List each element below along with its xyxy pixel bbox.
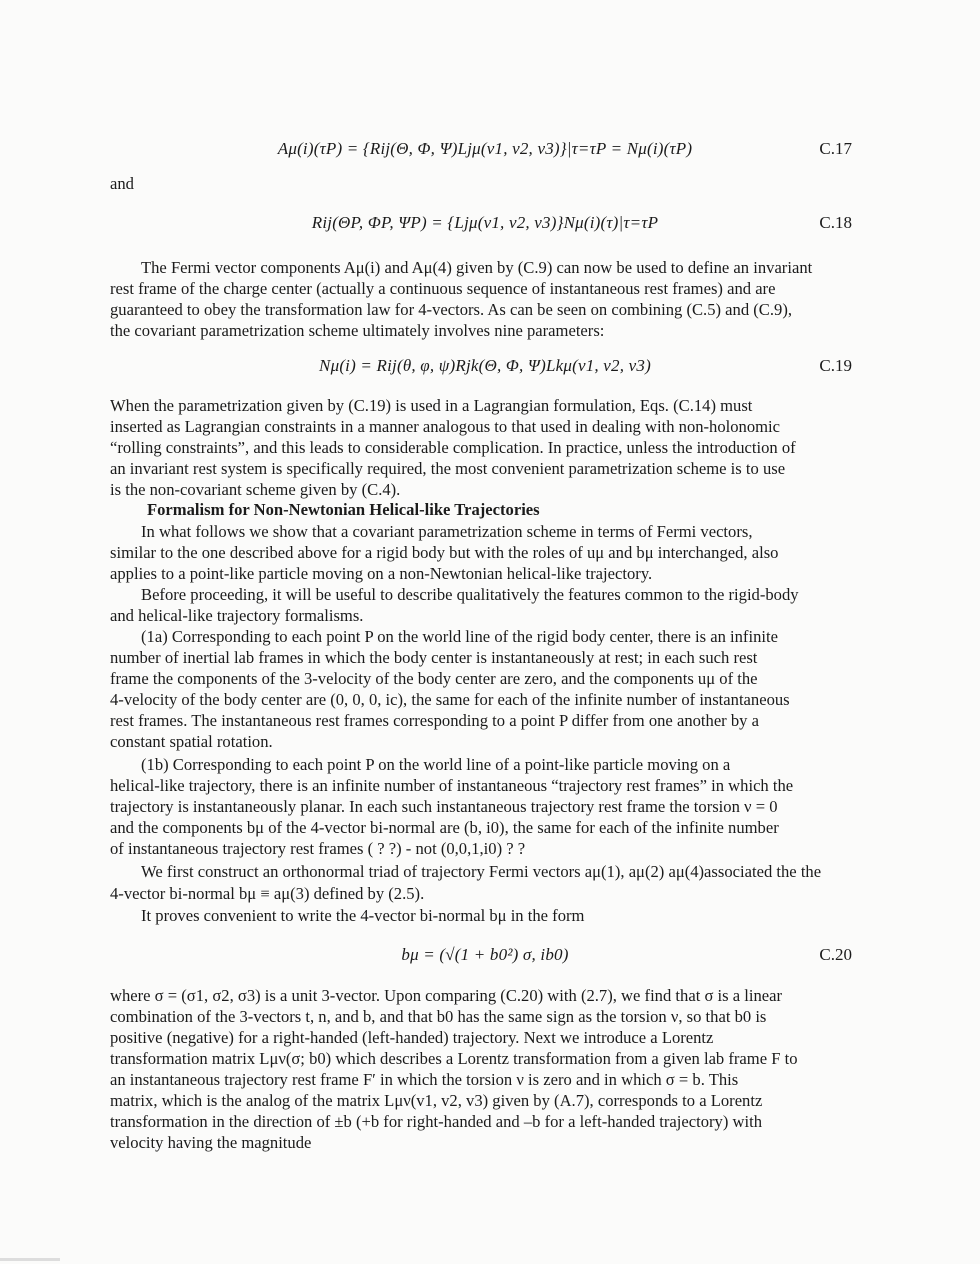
body-line: “rolling constraints”, and this leads to considerable complication. In practice, unless the introduction of <box>110 438 796 457</box>
body-line: is the non-covariant scheme given by (C.4). <box>110 480 401 499</box>
body-line: applies to a point-like particle moving on a non-Newtonian helical-like trajectory. <box>110 564 653 583</box>
body-line: transformation in the direction of ±b (+b for right-handed and –b for a left-handed trajectory) with <box>110 1112 763 1131</box>
scan-edge-mark <box>0 1258 60 1261</box>
body-line: combination of the 3-vectors t, n, and b, and that b0 has the same sign as the torsion ν, so that b0 is <box>110 1007 767 1026</box>
body-line: velocity having the magnitude <box>110 1133 312 1152</box>
body-line: trajectory is instantaneously planar. In each such instantaneous trajectory rest frame the torsion ν = 0 <box>110 797 778 816</box>
body-line: 4-vector bi-normal bμ ≡ aμ(3) defined by (2.5). <box>110 884 425 903</box>
equation-number-c18: C.18 <box>819 213 852 232</box>
body-line: In what follows we show that a covariant parametrization scheme in terms of Fermi vectors, <box>141 522 753 541</box>
equation-c20: bμ = (√(1 + b0²) σ, ib0) <box>401 945 569 964</box>
body-line: transformation matrix Lμν(σ; b0) which describes a Lorentz transformation from a given lab frame F to <box>110 1049 798 1068</box>
body-line: rest frame of the charge center (actually a continuous sequence of instantaneous rest frames) and are <box>110 279 776 298</box>
body-line: where σ = (σ1, σ2, σ3) is a unit 3-vector. Upon comparing (C.20) with (2.7), we find that σ is a linear <box>110 986 783 1005</box>
body-line: similar to the one described above for a rigid body but with the roles of uμ and bμ interchanged, also <box>110 543 779 562</box>
body-line: guaranteed to obey the transformation law for 4-vectors. As can be seen on combining (C.5) and (C.9), <box>110 300 792 319</box>
body-line: The Fermi vector components Aμ(i) and Aμ(4) given by (C.9) can now be used to define an invariant <box>141 258 813 277</box>
body-line: Before proceeding, it will be useful to describe qualitatively the features common to the rigid-body <box>141 585 799 604</box>
body-line: It proves convenient to write the 4-vector bi-normal bμ in the form <box>141 906 585 925</box>
body-line: (1b) Corresponding to each point P on the world line of a point-like particle moving on a <box>141 755 731 774</box>
body-line: frame the components of the 3-velocity of the body center are zero, and the components uμ of the <box>110 669 758 688</box>
body-line: positive (negative) for a right-handed (left-handed) trajectory. Next we introduce a Lorentz <box>110 1028 714 1047</box>
body-line: (1a) Corresponding to each point P on the world line of the rigid body center, there is an infinite <box>141 627 778 646</box>
equation-number-c19: C.19 <box>819 356 852 375</box>
body-line: constant spatial rotation. <box>110 732 273 751</box>
body-line: inserted as Lagrangian constraints in a manner analogous to that used in dealing with non-holonomic <box>110 417 781 436</box>
equation-number-c17: C.17 <box>819 139 852 158</box>
body-line: an invariant rest system is specifically required, the most convenient parametrization scheme is to use <box>110 459 786 478</box>
equation-number-c20: C.20 <box>819 945 852 964</box>
body-line: When the parametrization given by (C.19) is used in a Lagrangian formulation, Eqs. (C.14) must <box>110 396 753 415</box>
body-line: rest frames. The instantaneous rest frames corresponding to a point P differ from one another by a <box>110 711 759 730</box>
body-line: number of inertial lab frames in which the body center is instantaneously at rest; in each such rest <box>110 648 758 667</box>
body-line: the covariant parametrization scheme ultimately involves nine parameters: <box>110 321 605 340</box>
equation-c18: Rij(ΘP, ΦP, ΨP) = {Ljμ(v1, v2, v3)}Nμ(i)(τ)|τ=τP <box>311 213 659 232</box>
body-line: 4-velocity of the body center are (0, 0, 0, ic), the same for each of the infinite number of instantaneous <box>110 690 790 709</box>
body-line: and the components bμ of the 4-vector bi-normal are (b, i0), the same for each of the infinite number <box>110 818 779 837</box>
body-line: matrix, which is the analog of the matrix Lμν(v1, v2, v3) given by (A.7), corresponds to a Lorentz <box>110 1091 763 1110</box>
section-heading: Formalism for Non-Newtonian Helical-like Trajectories <box>147 500 540 519</box>
body-line: helical-like trajectory, there is an infinite number of instantaneous “trajectory rest frames” in which the <box>110 776 794 795</box>
body-line: We first construct an orthonormal triad of trajectory Fermi vectors aμ(1), aμ(2) aμ(4)associated the the <box>141 862 822 881</box>
body-line: of instantaneous trajectory rest frames ( ? ?) - not (0,0,1,i0) ? ? <box>110 839 526 858</box>
equation-c19: Nμ(i) = Rij(θ, φ, ψ)Rjk(Θ, Φ, Ψ)Lkμ(v1, v2, v3) <box>319 356 651 375</box>
connector-word: and <box>110 174 134 193</box>
body-line: an instantaneous trajectory rest frame F′ in which the torsion ν is zero and in which σ = b. This <box>110 1070 739 1089</box>
body-line: and helical-like trajectory formalisms. <box>110 606 364 625</box>
equation-c17: Aμ(i)(τP) = {Rij(Θ, Φ, Ψ)Ljμ(v1, v2, v3)}|τ=τP = Nμ(i)(τP) <box>277 139 693 158</box>
